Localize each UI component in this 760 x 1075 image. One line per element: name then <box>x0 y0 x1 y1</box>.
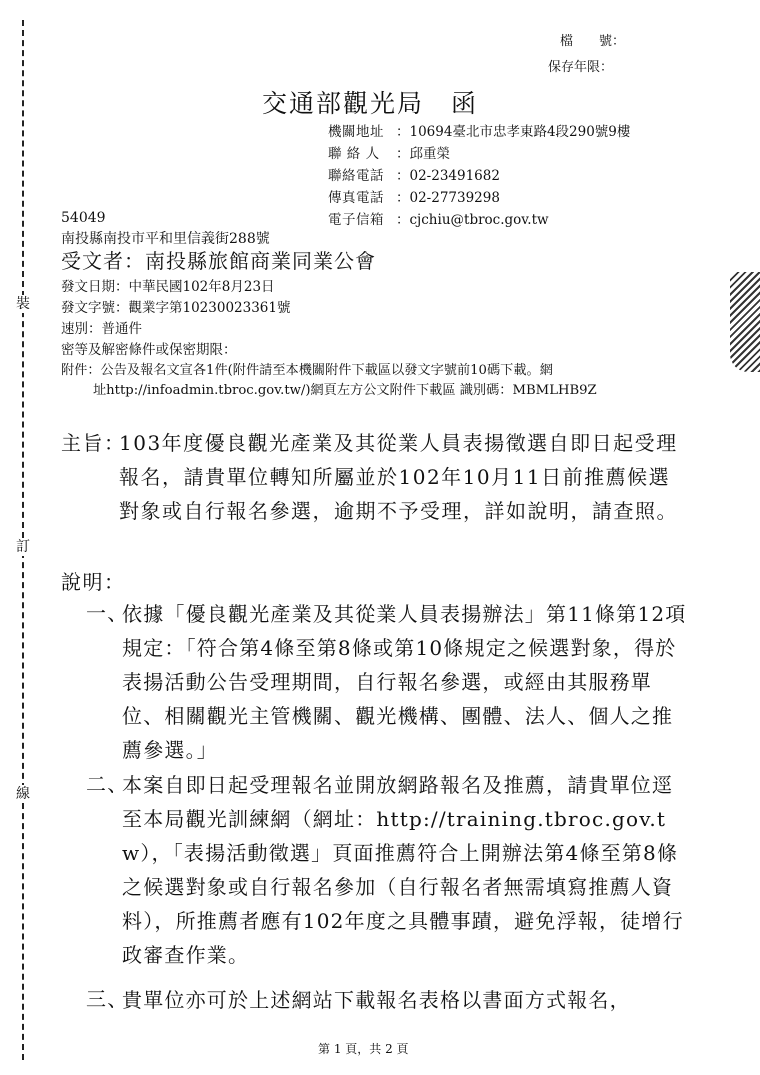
sender-fax-row: 傳真電話 ：02-27739298 <box>328 190 500 206</box>
retention-period-label: 保存年限： <box>548 60 614 75</box>
subject-text: 103年度優良觀光產業及其從業人員表揚徵選自即日起受理報名，請貴單位轉知所屬並於102年10月11日前推薦候選對象或自行報名參選，逾期不予受理，詳如說明，請查照。 <box>119 431 678 523</box>
subject-label: 主旨： <box>61 431 126 455</box>
page-footer: 第 1 頁，共 2 頁 <box>318 1042 409 1056</box>
attachment-line-1: 附件：公告及報名文宣各1件(附件請至本機關附件下載區以發文字號前10碼下載。網 <box>61 363 553 378</box>
delivery-speed: 速別：普通件 <box>61 321 142 337</box>
email-label: 電子信箱 <box>328 212 384 228</box>
contact-label: 聯 絡 人 <box>328 146 380 162</box>
sender-email-row: 電子信箱 ：cjchiu@tbroc.gov.tw <box>328 212 549 228</box>
phone-label: 聯絡電話 <box>328 168 384 184</box>
item-1-text: 依據「優良觀光產業及其從業人員表揚辦法」第11條第12項規定：「符合第4條至第8條或第10條規定之候選對象，得於表揚活動公告受理期間，自行報名參選，或經由其服務單位、相關觀光主管機關、觀光機構、團體、法人、個人之推薦參選。」 <box>122 602 687 762</box>
archive-number-label: 檔 號： <box>560 34 626 49</box>
secrecy-level: 密等及解密條件或保密期限： <box>61 342 237 358</box>
explanation-label: 說明： <box>61 570 126 594</box>
item-3-text: 貴單位亦可於上述網站下載報名表格以書面方式報名， <box>122 988 631 1012</box>
item-2-number: 二、 <box>86 772 129 796</box>
fax-label: 傳真電話 <box>328 190 384 206</box>
issue-date: 發文日期：中華民國102年8月23日 <box>61 279 275 295</box>
email-value: cjchiu@tbroc.gov.tw <box>409 212 549 228</box>
recipient-postcode: 54049 <box>61 210 106 226</box>
phone-value: 02-23491682 <box>409 168 500 184</box>
sender-address-row: 機關地址 ：10694臺北市忠孝東路4段290號9樓 <box>328 124 631 140</box>
recipient-address: 南投縣南投市平和里信義街288號 <box>61 231 270 247</box>
document-title: 交通部觀光局 函 <box>262 89 479 118</box>
sender-contact-row: 聯 絡 人 ：邱重榮 <box>328 146 450 162</box>
contact-value: 邱重榮 <box>409 146 450 162</box>
attachment-line-2: 址http://infoadmin.tbroc.gov.tw/)網頁左方公文附件下載區 識別碼：MBMLHB9Z <box>93 383 597 398</box>
fax-value: 02-27739298 <box>409 190 500 206</box>
sender-phone-row: 聯絡電話 ：02-23491682 <box>328 168 500 184</box>
item-2-text: 本案自即日起受理報名並開放網路報名及推薦，請貴單位逕至本局觀光訓練網（網址：http://training.tbroc.gov.tw），「表揚活動徵選」頁面推薦符合上開辦法第4條至第8條之候選對象或自行報名參加（自行報名者無需填寫推薦人資料），所推薦者應有102年度之具體事蹟，避免浮報，徒增行政審查作業。 <box>122 773 684 967</box>
item-3-number: 三、 <box>86 987 129 1011</box>
binding-mark-ding: 訂 <box>13 538 33 556</box>
stamp-mark <box>730 272 760 372</box>
document-number: 發文字號：觀業字第10230023361號 <box>61 300 291 316</box>
address-value: 10694臺北市忠孝東路4段290號9樓 <box>409 124 631 140</box>
recipient-name: 受文者：南投縣旅館商業同業公會 <box>61 249 376 273</box>
item-1-number: 一、 <box>86 601 129 625</box>
binding-mark-zhuang: 裝 <box>13 295 33 313</box>
address-label: 機關地址 <box>328 124 384 140</box>
binding-mark-xian: 線 <box>13 785 33 803</box>
